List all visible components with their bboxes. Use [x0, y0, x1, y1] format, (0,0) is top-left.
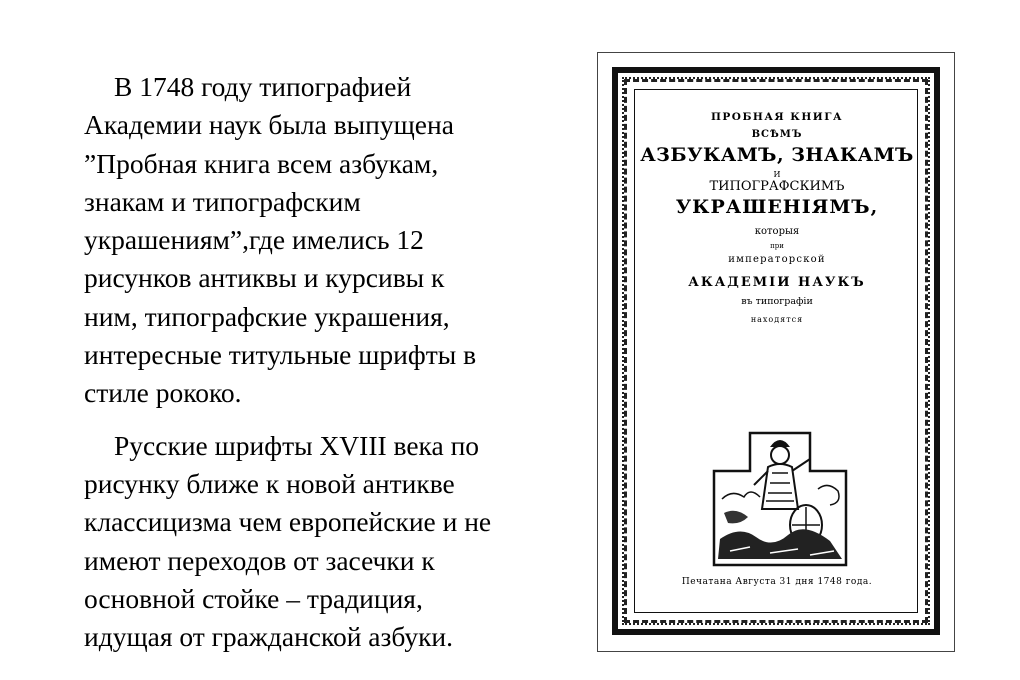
paragraph-2: [84, 427, 594, 657]
vignette-engraving: [710, 429, 850, 569]
text-line: Русские шрифты XVIII века по: [114, 429, 480, 461]
text-line: интересные титульные шрифты в: [84, 339, 477, 371]
imprint-line: Печатана Августа 31 дня 1748 года.: [681, 577, 873, 587]
title-line: И: [773, 170, 781, 179]
title-line: ПРОБНАЯ КНИГА: [710, 111, 843, 123]
text-line: классицизма чем европейские и не: [84, 506, 492, 538]
title-line: находятся: [750, 315, 804, 324]
title-line: въ типографiи: [741, 296, 813, 307]
text-line: ним, типографские украшения,: [84, 300, 450, 332]
title-line: ТИПОГРАФСКИМЪ: [709, 179, 845, 194]
text-line: основной стойке – традиция,: [84, 582, 423, 614]
text-line: украшениям”,где имелись 12: [84, 224, 424, 256]
text-line: ”Пробная книга всем азбукам,: [84, 147, 439, 179]
text-line: рисунку ближе к новой антикве: [84, 467, 455, 499]
title-page-image: [597, 52, 955, 652]
text-line: Академии наук была выпущена: [84, 109, 454, 141]
title-line: ВСѢМЪ: [751, 129, 803, 140]
text-line: знакам и типографским: [84, 185, 361, 217]
title-line: УКРАШЕНIЯМЪ,: [675, 196, 879, 218]
text-line: рисунков антиквы и курсивы к: [84, 262, 445, 294]
text-line: стиле рококо.: [84, 377, 242, 409]
text-line: имеют переходов от засечки к: [84, 544, 435, 576]
paragraph-1: [84, 68, 594, 413]
text-column: [84, 68, 594, 656]
title-line: императорской: [728, 254, 826, 265]
title-line: АКАДЕМIИ НАУКЪ: [688, 275, 866, 290]
title-line: АЗБУКАМЪ, ЗНАКАМЪ: [640, 144, 914, 166]
title-page-text: [640, 95, 914, 324]
text-line: идущая от гражданской азбуки.: [84, 621, 454, 653]
title-line: которыя: [754, 226, 800, 237]
title-line: при: [770, 242, 784, 250]
text-line: В 1748 году типографией: [114, 71, 412, 102]
